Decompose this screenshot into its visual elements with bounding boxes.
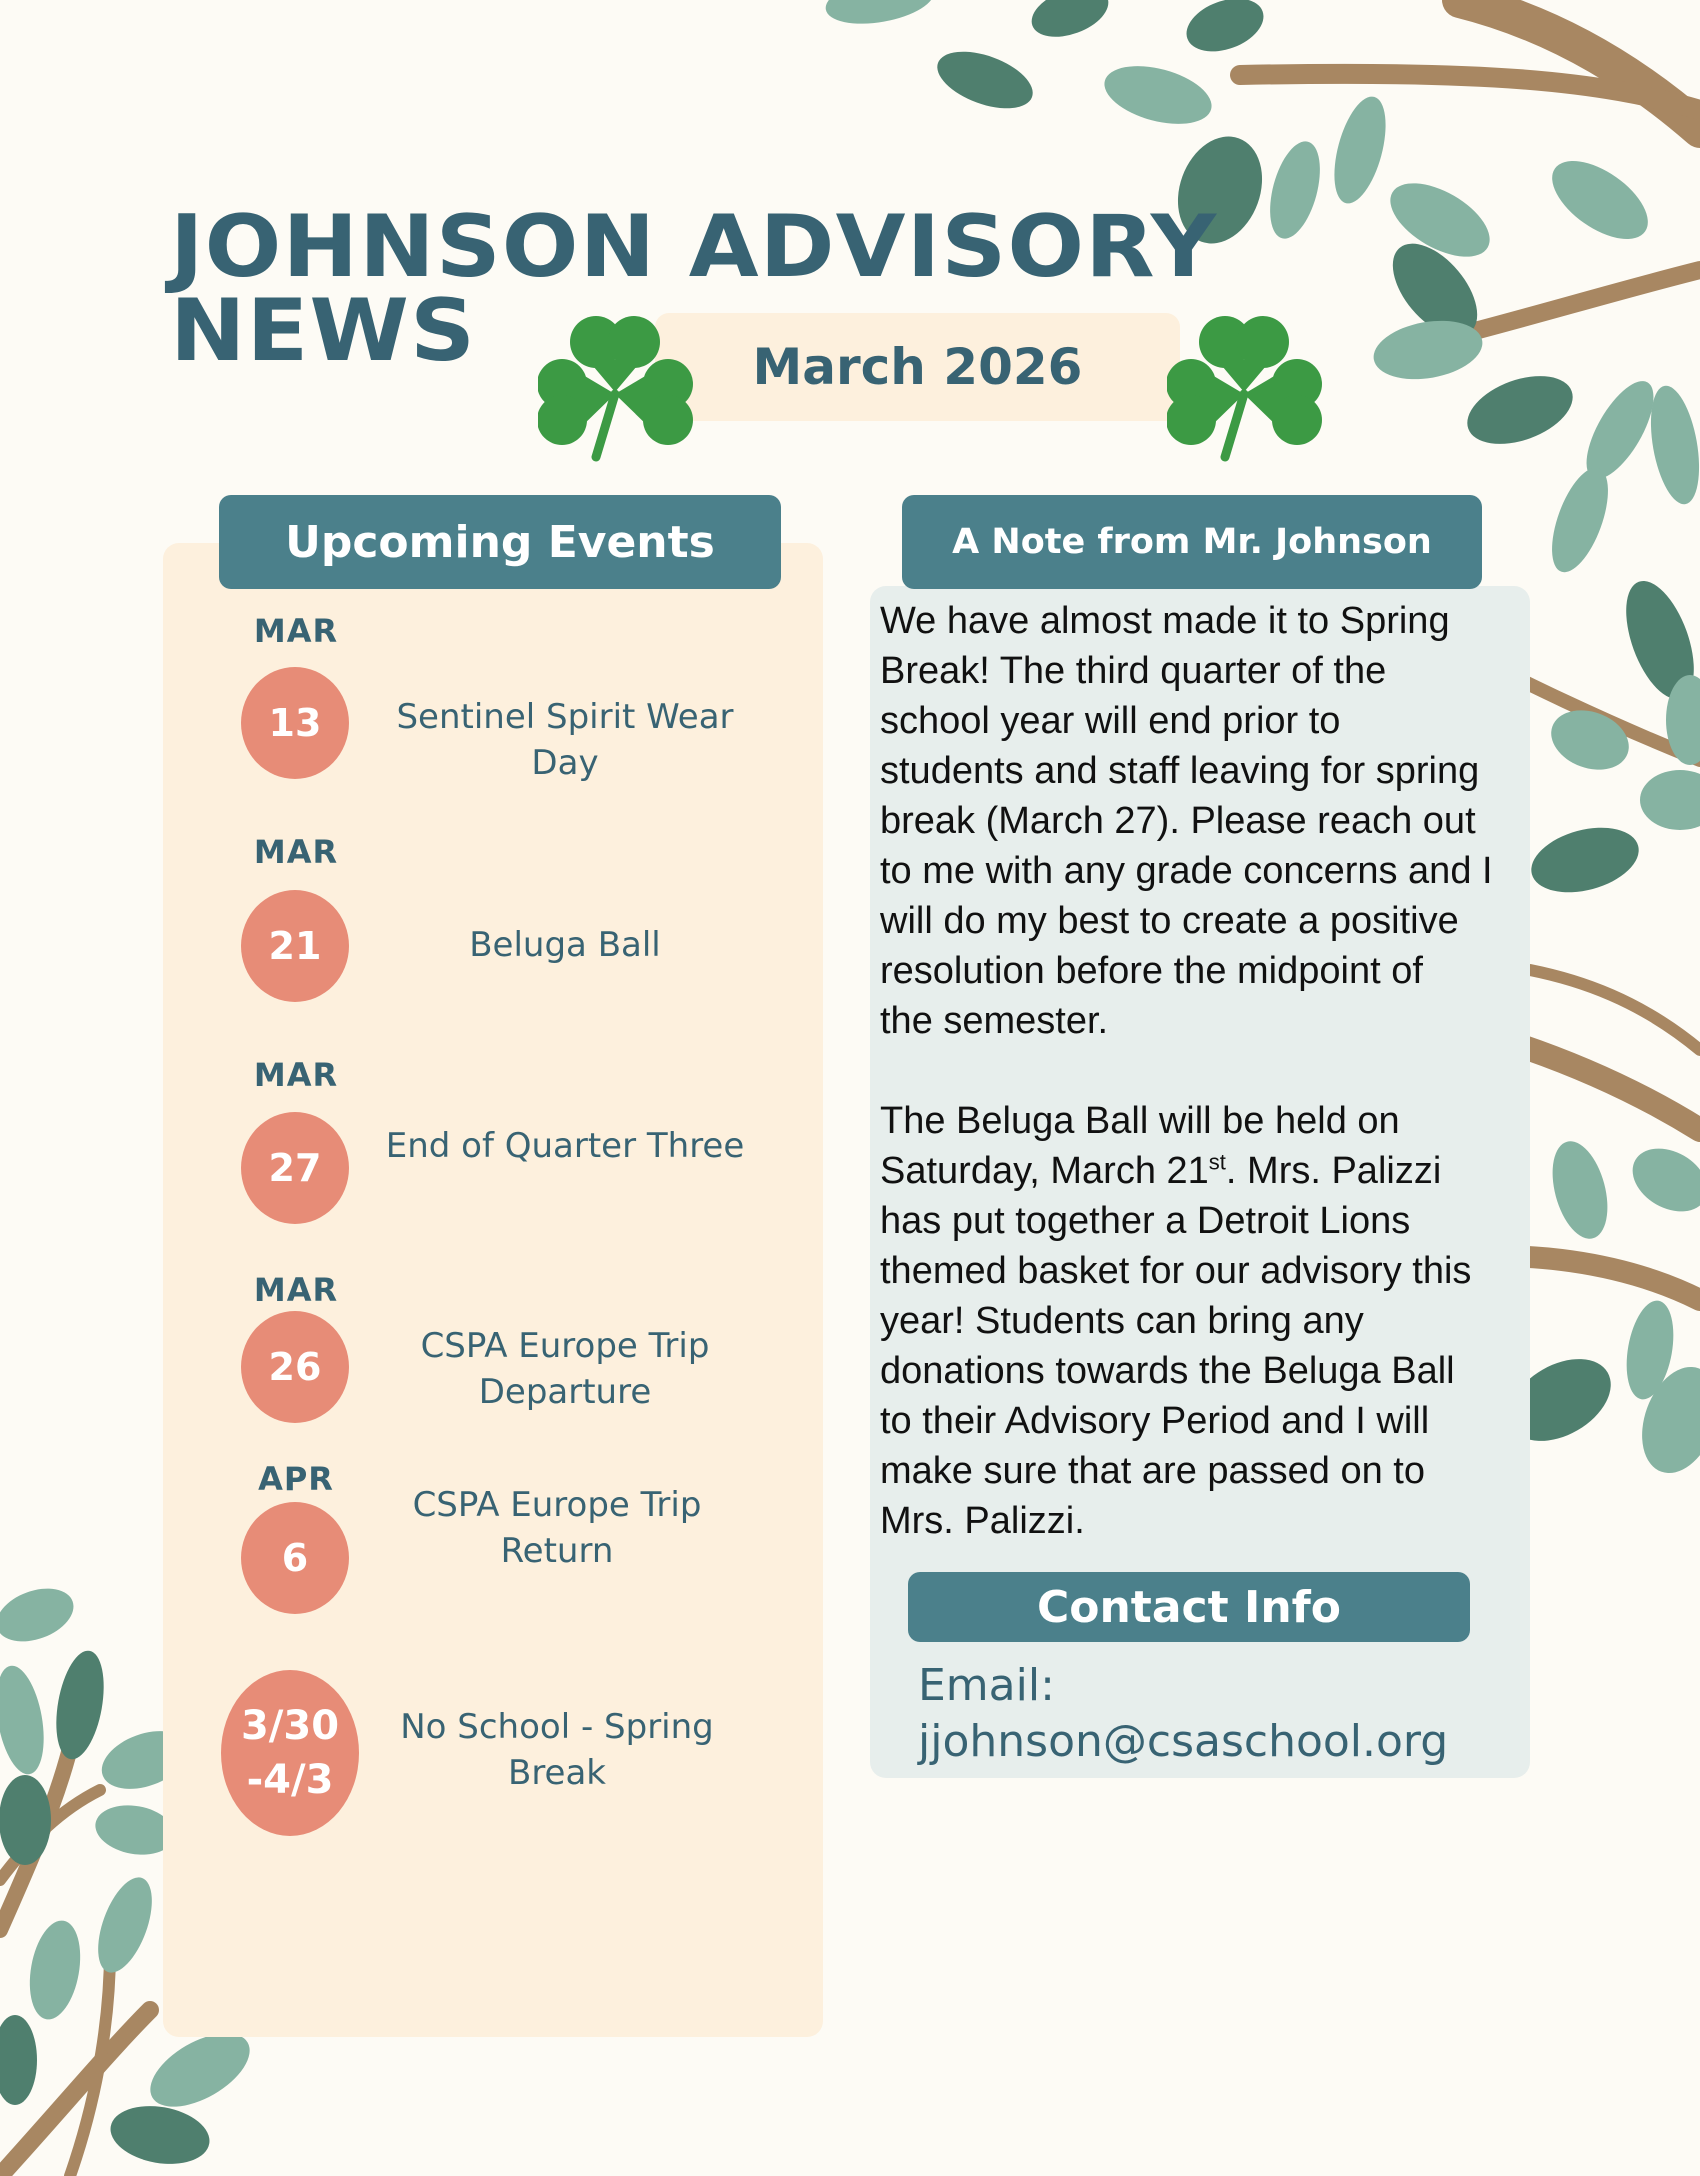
date-banner: March 2026 xyxy=(655,313,1180,421)
event-day-badge: 13 xyxy=(241,667,349,779)
event-day-badge: 27 xyxy=(241,1112,349,1224)
event-label: Sentinel Spirit Wear Day xyxy=(396,697,734,783)
event-label: CSPA Europe Trip Return xyxy=(412,1485,702,1571)
email-label: Email: xyxy=(918,1660,1055,1711)
event-label: End of Quarter Three xyxy=(385,1126,745,1166)
event-month: APR xyxy=(258,1460,334,1498)
note-paragraph: We have almost made it to Spring Break! The third quarter of the school year will end prior to students and staff leaving for spring break (March 27). Please reach out to me with any grade concerns and I will do my best to create a positive resolution before the midpoint of the semester. xyxy=(880,600,1493,1042)
contact-heading: Contact Info xyxy=(908,1572,1470,1642)
shamrock-icon-right xyxy=(1167,312,1327,462)
note-text: The Beluga Ball will be held on Saturday, March 21 xyxy=(880,1100,1400,1192)
event-month: MAR xyxy=(253,833,339,871)
event-day-badge: 6 xyxy=(241,1502,349,1614)
event-month: MAR xyxy=(253,612,339,650)
note-heading: A Note from Mr. Johnson xyxy=(902,495,1482,589)
title-line-1: JOHNSON ADVISORY xyxy=(170,197,1218,297)
event-label: No School - Spring Break xyxy=(400,1707,714,1793)
event-label: CSPA Europe Trip Departure xyxy=(420,1326,710,1412)
event-label: Beluga Ball xyxy=(469,925,661,965)
title-line-2: NEWS xyxy=(170,281,477,381)
event-month: MAR xyxy=(253,1271,339,1309)
note-body xyxy=(880,596,1530,1596)
shamrock-icon-left xyxy=(538,312,698,462)
event-day-badge: 3/30 -4/3 xyxy=(221,1670,359,1836)
email-address[interactable]: jjohnson@csaschool.org xyxy=(918,1716,1449,1767)
event-day-badge: 26 xyxy=(241,1311,349,1423)
events-heading: Upcoming Events xyxy=(219,495,781,589)
event-month: MAR xyxy=(253,1056,339,1094)
ordinal-suffix: st xyxy=(1208,1149,1226,1175)
event-day-badge: 21 xyxy=(241,890,349,1002)
note-text: . Mrs. Palizzi has put together a Detroit Lions themed basket for our advisory this year! Students can bring any donations towards the Beluga Ball to their Advisory Period and I will make sure that are passed on to Mrs. Palizzi. xyxy=(880,1150,1472,1542)
note-paragraph xyxy=(880,1096,1530,1546)
